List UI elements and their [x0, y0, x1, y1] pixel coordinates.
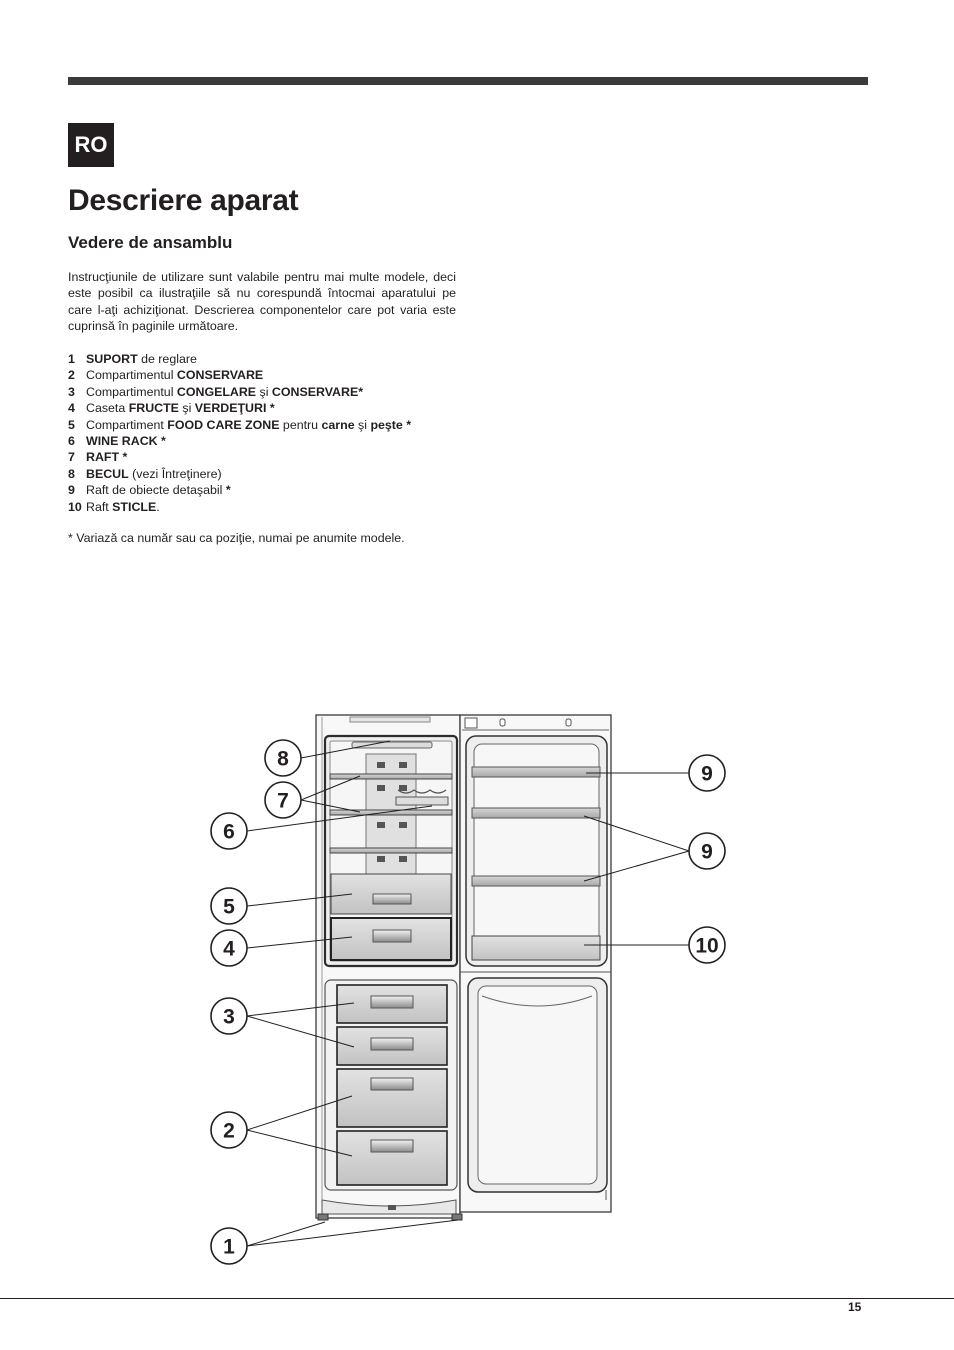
part-number: 6: [68, 434, 75, 449]
part-number: 9: [68, 483, 75, 498]
part-number: 5: [68, 417, 75, 432]
part-text: CONSERVARE: [176, 368, 264, 383]
callout-label-3: 3: [223, 1005, 235, 1029]
callout-label-1: 1: [223, 1235, 235, 1259]
part-text: pentru: [279, 417, 322, 432]
part-number: 4: [68, 401, 75, 416]
callout-label-6: 6: [223, 820, 235, 844]
part-text: (vezi Întreţinere): [128, 466, 222, 481]
callout-label-9b: 9: [701, 840, 713, 864]
part-text: Compartiment: [86, 417, 168, 432]
part-text: VERDEŢURI *: [194, 401, 275, 416]
part-text: .: [156, 499, 160, 514]
part-text: Compartimentul: [86, 384, 177, 399]
page-number: 15: [848, 1300, 862, 1314]
part-text: FOOD CARE ZONE: [167, 417, 280, 432]
light-bulb: [352, 742, 432, 748]
callout-label-2: 2: [223, 1119, 235, 1143]
callout-label-8: 8: [277, 747, 289, 771]
part-text: STICLE: [112, 499, 157, 514]
part-text: SUPORT: [86, 352, 138, 366]
cabinet: [316, 715, 462, 1220]
part-text: RAFT *: [86, 450, 128, 465]
callout-label-10: 10: [695, 934, 719, 958]
part-text: CONGELARE: [176, 384, 257, 399]
bottom-rule: [0, 1298, 954, 1299]
part-text: şi: [354, 417, 371, 432]
part-text: Caseta: [86, 401, 129, 416]
callout-label-5: 5: [223, 895, 235, 919]
footnote: * Variază ca număr sau ca poziţie, numai pe anumite modele.: [68, 531, 405, 545]
door-shelf-lower: [472, 876, 600, 886]
freezer-drawers: [337, 985, 447, 1185]
part-number: 1: [68, 352, 75, 366]
intro-paragraph: Instrucţiunile de utilizare sunt valabile pentru mai multe modele, deci este posibil ca ilustraţiile să nu corespundă întocmai aparatului pe care l-aţi achiziţionat. Descrierea componentelor care pot varia este cuprinsă în paginile următoare.: [68, 270, 456, 333]
adjustable-foot-left: [318, 1214, 328, 1220]
adjustable-foot-right: [452, 1214, 462, 1220]
part-text: WINE RACK *: [86, 434, 166, 449]
door-shelf-middle: [472, 808, 600, 818]
bottle-shelf: [472, 936, 600, 960]
callout-label-7: 7: [277, 789, 289, 813]
part-text: FRUCTE: [128, 401, 179, 416]
language-badge: RO: [68, 123, 114, 167]
part-number: 7: [68, 450, 75, 465]
part-text: de reglare: [137, 352, 197, 366]
part-text: BECUL: [86, 466, 129, 481]
part-text: şi: [178, 401, 195, 416]
part-text: Raft: [86, 499, 113, 514]
part-number: 8: [68, 466, 75, 481]
part-number: 3: [68, 384, 75, 399]
section-title: Vedere de ansamblu: [68, 233, 233, 252]
part-text: Raft de obiecte detaşabil: [86, 483, 226, 498]
part-text: carne: [321, 417, 355, 432]
door: [460, 715, 611, 1212]
page-title: Descriere aparat: [68, 184, 299, 217]
callout-label-9a: 9: [701, 762, 713, 786]
part-text: Compartimentul: [86, 368, 177, 383]
door-shelf-top: [472, 767, 600, 777]
part-text: CONSERVARE*: [271, 384, 364, 399]
callout-label-4: 4: [223, 937, 235, 961]
part-text: peşte *: [370, 417, 412, 432]
part-text: şi: [256, 384, 272, 399]
part-number: 2: [68, 368, 75, 383]
part-number: 10: [68, 499, 82, 514]
part-text: *: [225, 483, 231, 498]
